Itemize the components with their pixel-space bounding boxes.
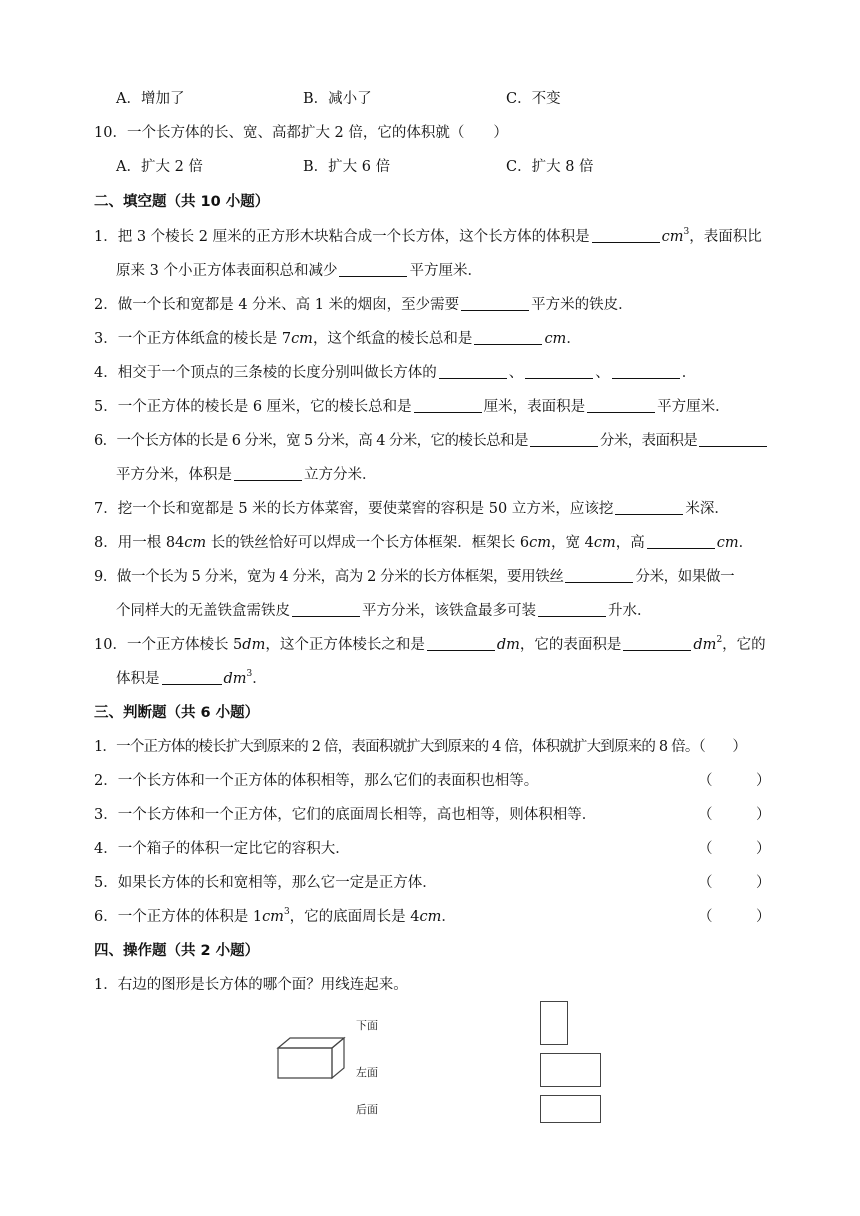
fill-q9-line1: 9．做一个长为 5 分米，宽为 4 分米，高为 2 分米的长方体框架，要用铁丝 分米，如果做一 — [94, 569, 735, 585]
answer-blank[interactable] — [439, 363, 507, 379]
section-fill-heading: 二、填空题（共 10 小题） — [94, 194, 270, 210]
q10-option-b: B．扩大 6 倍 — [303, 159, 391, 175]
answer-blank[interactable] — [427, 635, 495, 651]
option-a: A．增加了 — [116, 91, 185, 107]
answer-blank[interactable] — [292, 601, 360, 617]
answer-blank[interactable] — [538, 601, 606, 617]
face-label-back: 后面 — [356, 1103, 378, 1116]
face-label-left: 左面 — [356, 1066, 378, 1079]
fill-q1-line1: 1．把 3 个棱长 2 厘米的正方形木块粘合成一个长方体，这个长方体的体积是 $cm^3$，表面积比 — [94, 227, 762, 245]
answer-blank[interactable] — [474, 329, 542, 345]
fill-q10-line1: 10．一个正方体棱长 5dm，这个正方体棱长之和是 dm，它的表面积是 $dm^2$，它的 — [94, 635, 766, 653]
answer-blank[interactable] — [623, 635, 691, 651]
answer-paren[interactable]: （ ） — [698, 909, 771, 925]
face-rect-tall[interactable] — [540, 1001, 568, 1045]
judge-q4: 4．一个箱子的体积一定比它的容积大． — [94, 841, 350, 857]
fill-q10-line2: 体积是 $dm^3$． — [116, 669, 267, 687]
answer-blank[interactable] — [530, 431, 598, 447]
operate-q1: 1．右边的图形是长方体的哪个面？用线连起来。 — [94, 977, 408, 993]
choice-question-10: 10．一个长方体的长、宽、高都扩大 2 倍，它的体积就（ ） — [94, 125, 508, 141]
fill-q6-line1: 6．一个长方体的长是 6 分米，宽 5 分米，高 4 分米，它的棱长总和是 分米，表面积是 — [94, 431, 769, 451]
fill-q4: 4．相交于一个顶点的三条棱的长度分别叫做长方体的 、 、 ． — [94, 365, 697, 381]
answer-paren[interactable]: （ ） — [698, 841, 771, 857]
fill-q7: 7．挖一个长和宽都是 5 米的长方体菜窖，要使菜窖的容积是 50 立方米，应该挖 米深． — [94, 501, 729, 517]
answer-paren[interactable]: （ ） — [698, 807, 771, 823]
fill-q8: 8．用一根 84cm 长的铁丝恰好可以焊成一个长方体框架．框架长 6cm，宽 4cm，高 cm． — [94, 535, 754, 551]
answer-blank[interactable] — [647, 533, 715, 549]
option-c: C．不变 — [506, 91, 561, 107]
answer-blank[interactable] — [461, 295, 529, 311]
judge-q5: 5．如果长方体的长和宽相等，那么它一定是正方体． — [94, 875, 437, 891]
judge-q3: 3．一个长方体和一个正方体，它们的底面周长相等，高也相等，则体积相等． — [94, 807, 597, 823]
face-rect-flat[interactable] — [540, 1095, 601, 1123]
face-label-bottom: 下面 — [356, 1019, 378, 1032]
fill-q3: 3．一个正方体纸盒的棱长是 7cm，这个纸盒的棱长总和是 cm． — [94, 331, 581, 347]
option-b: B．减小了 — [303, 91, 372, 107]
fill-q9-line2: 个同样大的无盖铁盒需铁皮 平方分米，该铁盒最多可装 升水． — [116, 603, 652, 619]
answer-blank[interactable] — [414, 397, 482, 413]
face-rect-medium[interactable] — [540, 1053, 601, 1087]
answer-blank[interactable] — [587, 397, 655, 413]
fill-q5: 5．一个正方体的棱长是 6 厘米，它的棱长总和是 厘米，表面积是 平方厘米． — [94, 399, 730, 415]
answer-blank[interactable] — [565, 567, 633, 583]
judge-q2: 2．一个长方体和一个正方体的体积相等，那么它们的表面积也相等。 — [94, 773, 539, 789]
section-operate-heading: 四、操作题（共 2 小题） — [94, 943, 260, 959]
cuboid-figure — [270, 1030, 350, 1090]
answer-blank[interactable] — [612, 363, 680, 379]
fill-q6-line2: 平方分米，体积是 立方分米． — [116, 467, 377, 483]
answer-blank[interactable] — [592, 227, 660, 243]
answer-paren[interactable]: （ ） — [698, 773, 771, 789]
answer-blank[interactable] — [339, 261, 407, 277]
answer-blank[interactable] — [615, 499, 683, 515]
answer-blank[interactable] — [162, 669, 222, 685]
fill-q1-line2: 原来 3 个小正方体表面积总和减少 平方厘米． — [116, 263, 482, 279]
section-judge-heading: 三、判断题（共 6 小题） — [94, 705, 260, 721]
answer-paren[interactable]: （ ） — [698, 875, 771, 891]
answer-blank[interactable] — [234, 465, 302, 481]
q10-option-c: C．扩大 8 倍 — [506, 159, 594, 175]
fill-q2: 2．做一个长和宽都是 4 分米、高 1 米的烟囱，至少需要 平方米的铁皮． — [94, 297, 633, 313]
answer-blank[interactable] — [525, 363, 593, 379]
judge-q1: 1．一个正方体的棱长扩大到原来的 2 倍，表面积就扩大到原来的 4 倍，体积就扩大到原来的 8 倍。（ ） — [94, 739, 747, 755]
answer-blank[interactable] — [699, 431, 767, 447]
q10-option-a: A．扩大 2 倍 — [116, 159, 203, 175]
judge-q6: 6．一个正方体的体积是 $1cm^3$，它的底面周长是 4cm． — [94, 907, 456, 925]
